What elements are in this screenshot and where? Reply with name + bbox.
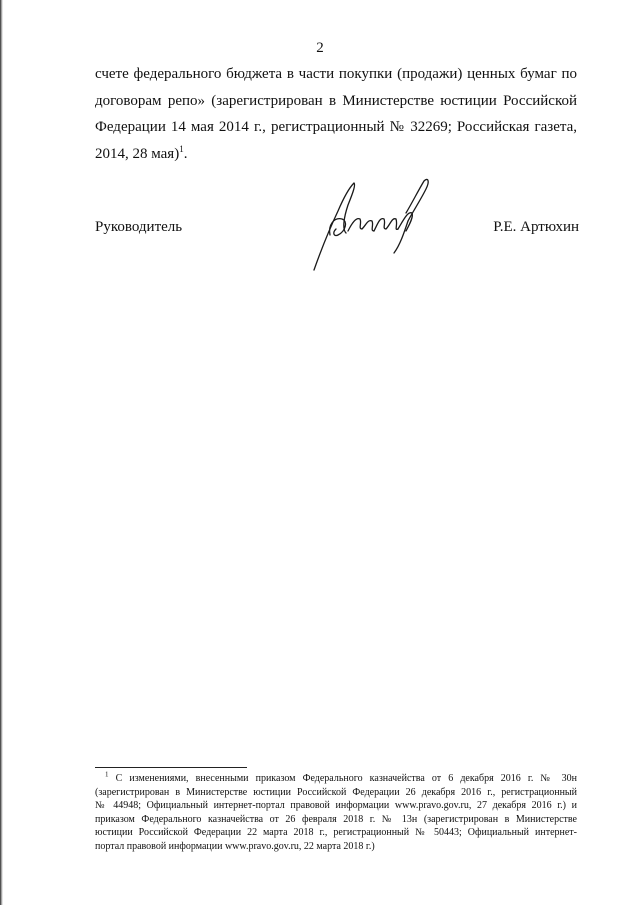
footnote-line: (зарегистрирован в Министерстве юстиции Российской Федерации 26 декабря 2016 г., регистрационный xyxy=(95,786,577,798)
body-line: договорам репо» (зарегистрирован в Министерстве юстиции Российской xyxy=(95,92,577,109)
body-line: Федерации 14 мая 2014 г., регистрационный № 32269; Российская газета, xyxy=(95,119,577,135)
footnote-line xyxy=(95,772,577,786)
footnote-marker: 1 xyxy=(105,770,109,779)
scan-edge-shadow xyxy=(0,0,3,905)
signatory-role: Руководитель xyxy=(95,219,183,235)
body-paragraph xyxy=(95,61,577,167)
body-line-last: 2014, 28 мая)$^1$. xyxy=(95,143,188,162)
footnote-reference: 1 xyxy=(179,143,184,154)
handwritten-signature xyxy=(308,173,438,273)
footnote-line: № 44948; Официальный интернет-портал правовой информации www.pravo.gov.ru, 27 декабря 2016 г.) и xyxy=(95,800,577,811)
footnote xyxy=(95,772,577,853)
footnote-line: приказом Федерального казначейства от 26 февраля 2018 г. № 13н (зарегистрирован в Министерстве xyxy=(95,813,577,825)
body-line-text: 2014, 28 мая) xyxy=(95,145,180,162)
signatory-name: Р.Е. Артюхин xyxy=(493,219,579,235)
footnote-separator xyxy=(95,767,247,768)
footnote-line-text: С изменениями, внесенными приказом Федерального казначейства от 6 декабря 2016 г. № 30н xyxy=(115,773,577,784)
footnote-line: юстиции Российской Федерации 22 марта 2018 г., регистрационный № 50443; Официальный интернет- xyxy=(95,827,577,838)
page-number: 2 xyxy=(316,40,324,56)
body-line: счете федерального бюджета в части покупки (продажи) ценных бумаг по xyxy=(95,66,577,82)
footnote-line: портал правовой информации www.pravo.gov.ru, 22 марта 2018 г.) xyxy=(95,840,375,852)
